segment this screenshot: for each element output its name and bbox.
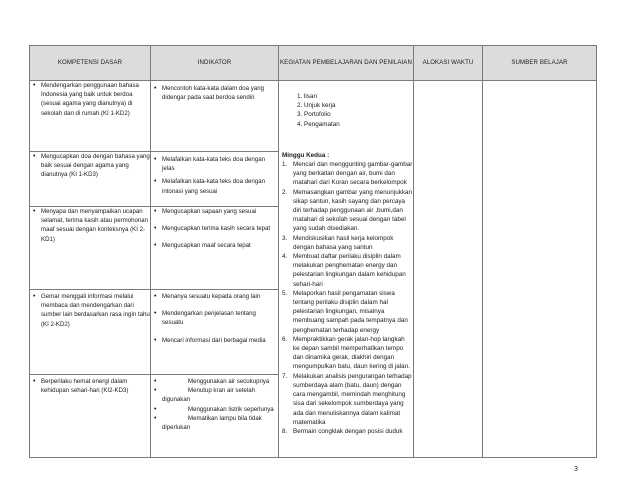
indikator-cell	[151, 290, 279, 375]
indikator-item: • Melafalkan kata-kata teks doa dengan intonasi yang sesuai	[151, 177, 278, 195]
activity-step: 3. Mendiskusikan hasil kerja kelompok dengan bahasa yang santun	[282, 234, 394, 251]
activity-step: 7. Melakukan analisis pengurangan terhadap sumberdaya alam (batu, daun) dengan cara mengambil, memindah menghitung sisa dari sekelompok sumberdaya yang ada dan menuliskannya dalam kalimat matematika	[282, 372, 412, 426]
indikator-item: • Mengucapkan sapaan yang sesuai	[151, 207, 278, 216]
sumber-belajar-cell	[483, 81, 597, 458]
header-kompetensi-dasar: KOMPETENSI DASAR	[30, 46, 151, 81]
indikator-item: • Mencontoh kata-kata dalam doa yang didengar pada saat berdoa sendiri	[151, 84, 278, 102]
lesson-plan-table	[29, 45, 597, 458]
page-number: 3	[574, 466, 578, 473]
kd-item: • Menyapa dan menyampaikan ucapan selamat, terima kasih atau permohonan maaf sesuai dengan konteksnya (KI 2-KD1)	[30, 207, 150, 244]
kegiatan-cell	[279, 81, 414, 458]
indikator-item: • Mematikan lampu bila tidak diperlukan	[151, 414, 278, 432]
table-row	[30, 81, 597, 152]
kd-cell	[30, 152, 151, 207]
activity-step: 4. Membuat daftar perilaku disiplin dalam melakukan penghematan energy dan pelestarian lingkungan dalam kehidupan sehari-hari	[282, 253, 406, 288]
assessment-item: 1. lisan	[304, 92, 413, 101]
assessment-list	[279, 92, 413, 129]
indikator-cell	[151, 375, 279, 458]
activity-step: 6. Mempraktikkan gerak jalan-hop langkah ke depan sambil memperhatikan tempo dan dinamika gerak, diakhiri dengan mengumpulkan batu, daun kering di jalan.	[282, 335, 410, 371]
week-heading: Minggu Kedua :	[282, 151, 330, 159]
indikator-cell	[151, 207, 279, 290]
alokasi-waktu-cell	[414, 81, 483, 458]
kd-item: • Mendengarkan penggunaan bahasa Indonesia yang baik untuk berdoa (sesuai agama yang dianutnya) di sekolah dan di rumah.(KI 1-KD2)	[30, 81, 150, 118]
activity-steps	[279, 160, 413, 436]
header-alokasi-waktu: ALOKASI WAKTU	[414, 46, 483, 81]
indikator-item: • Menutup kran air setelah digunakan	[151, 386, 278, 404]
indikator-item: • Mencari informasi dari berbagai media	[151, 336, 278, 345]
indikator-cell	[151, 152, 279, 207]
indikator-item: • Mendengarkan penjelasan tentang sesuatu	[151, 309, 278, 327]
assessment-item: 2. Unjuk kerja	[304, 101, 413, 110]
kd-cell	[30, 81, 151, 152]
kd-cell	[30, 207, 151, 290]
kd-cell	[30, 375, 151, 458]
assessment-item: 3. Portofolio	[304, 110, 413, 119]
activity-step: 8. Bermain congklak dengan posisi duduk	[282, 427, 403, 435]
kd-item: • Mengucapkan doa dengan bahasa yang baik sesuai dengan agama yang dianutnya (KI 1-KD3)	[30, 152, 150, 180]
header-kegiatan: KEGIATAN PEMBELAJARAN DAN PENILAIAN	[279, 46, 414, 81]
indikator-item: • Menggunakan listrik seperlunya	[151, 405, 278, 414]
activity-step: 5. Melaporkan hasil pengamatan siswa tentang perilaku disiplin dalam hal pelestarian lingkungan, misalnya membuang sampah pada tempatnya dan penghematan terhadap energy	[282, 289, 408, 334]
activity-step: 2. Memasangkan gambar yang menunjukkan sikap santun, kasih sayang dan percaya diri terhadap penggunaan air ,bumi,dan matahari di sekolah sesuai dengan tabel yang sudah disediakan.	[282, 188, 413, 233]
indikator-cell	[151, 81, 279, 152]
header-row	[30, 46, 597, 81]
header-sumber-belajar: SUMBER BELAJAR	[483, 46, 597, 81]
activity-step: 1. Mencari dan menggunting gambar-gambar yang berkaitan dengan air, bumi dan matahari dari Koran secara berkelompok	[282, 161, 413, 187]
indikator-item: • Menggunakan air secukupnya	[151, 377, 278, 386]
kd-item: • Gemar menggali informasi melalui membaca dan mendengarkan dari sumber lain berdasarkan rasa ingin tahu (KI 2-KD2)	[30, 292, 150, 329]
indikator-item: • Menanya sesuatu kepada orang lain	[151, 292, 278, 301]
indikator-item: • Melafalkan kata-kata teks doa dengan jelas	[151, 155, 278, 173]
kd-cell	[30, 290, 151, 375]
header-indikator: INDIKATOR	[151, 46, 279, 81]
assessment-item: 4. Pengamatan	[304, 120, 413, 129]
kd-item: • Berperilaku hemat energi dalam kehidupan sehari-hari (KI2-KD3)	[30, 377, 150, 395]
indikator-item: • Mengucapkan terima kasih secara tepat	[151, 224, 278, 233]
indikator-item: • Mengucapkan maaf secara tepat	[151, 241, 278, 250]
